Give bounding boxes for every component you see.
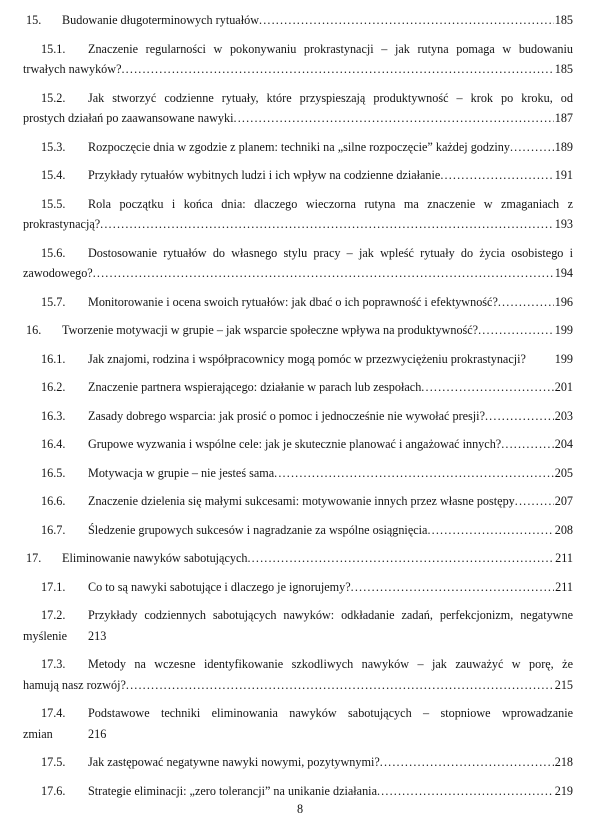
entry-page-number[interactable]: 215 — [554, 677, 573, 692]
entry-text[interactable]: Znaczenie dzielenia się małymi sukcesami: motywowanie innych przez własne postępy — [88, 494, 515, 508]
dot-leader — [515, 491, 554, 512]
toc-entry-line — [23, 703, 573, 724]
dot-leader — [121, 59, 553, 80]
toc-entry-16-3[interactable] — [23, 406, 573, 427]
dot-leader — [485, 406, 554, 427]
entry-page-number[interactable]: 216 — [88, 726, 107, 741]
entry-text[interactable]: Budowanie długoterminowych rytuałów — [62, 13, 259, 27]
dot-leader — [259, 10, 554, 31]
toc-entry-17[interactable] — [23, 548, 573, 569]
entry-number[interactable]: 16.3. — [41, 408, 66, 423]
entry-text[interactable]: Co to są nawyki sabotujące i dlaczego je ignorujemy? — [88, 579, 351, 594]
dot-leader — [498, 292, 554, 313]
dot-leader — [126, 675, 554, 696]
dot-leader — [234, 108, 554, 129]
entry-text[interactable]: Podstawowe techniki eliminowania nawyków sabotujących – stopniowe wprowadzanie — [88, 706, 573, 720]
toc-entry-line — [23, 137, 573, 158]
dot-leader — [93, 263, 554, 284]
toc-entry-15-1[interactable] — [23, 39, 573, 80]
toc-entry-15-3[interactable] — [23, 137, 573, 158]
toc-entry-15[interactable] — [23, 10, 573, 31]
dot-leader — [440, 165, 553, 186]
entry-number[interactable]: 17.3. — [41, 657, 66, 671]
entry-text[interactable]: trwałych nawyków? — [23, 62, 122, 76]
toc-entry-17-4[interactable] — [23, 703, 573, 744]
entry-page-number[interactable]: 187 — [554, 111, 573, 125]
toc-entry-15-5[interactable] — [23, 194, 573, 235]
toc-entry-line — [23, 605, 573, 626]
entry-text[interactable]: Monitorowanie i ocena swoich rytuałów: jak dbać o ich poprawność i efektywność? — [88, 294, 498, 309]
toc-entry-16-7[interactable] — [23, 520, 573, 541]
toc-entry-16-5[interactable] — [23, 463, 573, 484]
toc-entry-line — [23, 263, 573, 284]
entry-text[interactable]: Dostosowanie rytuałów do własnego stylu pracy – jak wpleść rytuały do życia osobistego i — [88, 245, 573, 260]
entry-number[interactable]: 16.6. — [41, 494, 66, 508]
toc-entry-line — [23, 39, 573, 60]
toc-entry-line — [23, 548, 573, 569]
entry-page-number[interactable]: 189 — [554, 139, 573, 154]
toc-entry-15-7[interactable] — [23, 292, 573, 313]
toc-entry-15-6[interactable] — [23, 243, 573, 284]
entry-number[interactable]: 15.1. — [41, 41, 66, 56]
entry-number[interactable]: 17.4. — [41, 706, 66, 720]
toc-entry-line — [23, 243, 573, 264]
toc-entry-17-5[interactable] — [23, 752, 573, 773]
entry-number[interactable]: 16.1. — [41, 351, 66, 366]
entry-text[interactable]: hamują nasz rozwój? — [23, 677, 126, 692]
entry-number[interactable]: 15.6. — [41, 245, 66, 260]
entry-page-number[interactable]: 191 — [554, 168, 573, 182]
toc-entry-line — [23, 654, 573, 675]
entry-text[interactable]: Motywacja w grupie – nie jesteś sama — [88, 465, 275, 480]
toc-entry-line — [23, 724, 573, 745]
entry-number[interactable]: 16.4. — [41, 437, 66, 451]
entry-text[interactable]: Rola początku i końca dnia: dlaczego wieczorna rutyna ma znaczenie w zmaganiach z — [88, 196, 573, 211]
entry-page-number[interactable]: 203 — [554, 408, 573, 423]
entry-number[interactable]: 17.2. — [41, 608, 66, 622]
toc-entry-line — [23, 626, 573, 647]
entry-text[interactable]: Zasady dobrego wsparcia: jak prosić o pomoc i jednocześnie nie wywołać presji? — [88, 408, 485, 423]
entry-page-number[interactable]: 194 — [554, 266, 573, 280]
entry-text[interactable]: Eliminowanie nawyków sabotujących — [62, 551, 248, 565]
toc-entry-line — [23, 108, 573, 129]
toc-entry-15-4[interactable] — [23, 165, 573, 186]
entry-page-number[interactable]: 201 — [554, 380, 573, 394]
entry-text[interactable]: Tworzenie motywacji w grupie – jak wsparcie społeczne wpływa na produktywność? — [62, 323, 479, 337]
entry-number[interactable]: 15. — [26, 13, 42, 27]
entry-number[interactable]: 17. — [26, 551, 42, 565]
entry-number[interactable]: 15.2. — [41, 90, 66, 105]
entry-page-number[interactable]: 211 — [555, 579, 573, 594]
entry-number[interactable]: 16.5. — [41, 465, 66, 480]
dot-leader — [380, 752, 554, 773]
toc-entry-line — [23, 781, 573, 802]
toc-entry-line — [23, 88, 573, 109]
entry-text[interactable]: Przykłady codziennych sabotujących nawyków: odkładanie zadań, perfekcjonizm, negatywne — [88, 608, 573, 622]
entry-text[interactable]: zmian — [23, 726, 53, 741]
toc-entry-line — [23, 214, 573, 235]
entry-page-number[interactable]: 193 — [554, 217, 573, 231]
toc-entry-15-2[interactable] — [23, 88, 573, 129]
entry-page-number[interactable]: 185 — [554, 13, 573, 27]
entry-number[interactable]: 15.3. — [41, 139, 66, 154]
entry-page-number[interactable]: 208 — [554, 522, 573, 537]
toc-entry-line — [23, 406, 573, 427]
toc-entry-line — [23, 520, 573, 541]
dot-leader — [510, 137, 554, 158]
dot-leader — [501, 434, 554, 455]
toc-entry-line — [23, 59, 573, 80]
entry-text[interactable]: myślenie — [23, 628, 68, 643]
entry-number[interactable]: 16.7. — [41, 522, 66, 537]
entry-text[interactable]: Przykłady rytuałów wybitnych ludzi i ich wpływ na codzienne działanie — [88, 168, 441, 182]
entry-text[interactable]: Śledzenie grupowych sukcesów i nagradzanie za wspólne osiągnięcia — [88, 522, 428, 537]
toc-entry-line — [23, 463, 573, 484]
toc-entry-line — [23, 377, 573, 398]
entry-text[interactable]: Strategie eliminacji: „zero tolerancji” na unikanie działania — [88, 783, 377, 798]
dot-leader — [427, 520, 553, 541]
entry-page-number[interactable]: 204 — [554, 437, 573, 451]
dot-leader — [100, 214, 554, 235]
entry-text[interactable]: Metody na wczesne identyfikowanie szkodliwych nawyków – jak zauważyć w porę, że — [88, 657, 573, 671]
entry-text[interactable]: Jak stworzyć codzienne rytuały, które przyspieszają produktywność – krok po kroku, od — [88, 90, 573, 105]
toc-entry-line — [23, 349, 573, 370]
entry-number[interactable]: 15.4. — [41, 168, 66, 182]
toc-entry-17-3[interactable] — [23, 654, 573, 695]
dot-leader — [377, 781, 554, 802]
toc-entry-line — [23, 434, 573, 455]
entry-text[interactable]: prostych działań po zaawansowane nawyki — [23, 111, 234, 125]
entry-page-number[interactable]: 185 — [554, 62, 573, 76]
toc-entry-line — [23, 10, 573, 31]
entry-page-number[interactable]: 199 — [554, 351, 573, 366]
entry-text[interactable]: Grupowe wyzwania i wspólne cele: jak je skutecznie planować i angażować innych? — [88, 437, 502, 451]
entry-number[interactable]: 17.5. — [41, 755, 66, 769]
dot-leader — [351, 577, 555, 598]
toc-entry-line — [23, 752, 573, 773]
entry-text[interactable]: Rozpoczęcie dnia w zgodzie z planem: techniki na „silne rozpoczęcie” każdej godziny — [88, 139, 510, 154]
toc-entry-line — [23, 292, 573, 313]
entry-page-number[interactable]: 219 — [554, 783, 573, 798]
toc-entry-line — [23, 675, 573, 696]
toc-entry-17-2[interactable] — [23, 605, 573, 646]
toc-entry-16-4[interactable] — [23, 434, 573, 455]
toc-entry-16-6[interactable] — [23, 491, 573, 512]
toc-entry-line — [23, 320, 573, 341]
entry-text[interactable]: Jak zastępować negatywne nawyki nowymi, pozytywnymi? — [88, 755, 380, 769]
toc-entry-16[interactable] — [23, 320, 573, 341]
entry-text[interactable]: Jak znajomi, rodzina i współpracownicy mogą pomóc w przezwyciężeniu prokrastynacji? — [88, 351, 526, 366]
entry-text[interactable]: Znaczenie regularności w pokonywaniu prokrastynacji – jak rutyna pomaga w budowaniu — [88, 41, 573, 56]
toc-entry-17-6[interactable] — [23, 781, 573, 802]
entry-page-number[interactable]: 218 — [554, 755, 573, 769]
entry-page-number[interactable]: 207 — [554, 494, 573, 508]
entry-page-number[interactable]: 211 — [555, 551, 573, 565]
entry-number[interactable]: 16. — [26, 323, 42, 337]
toc-entry-line — [23, 491, 573, 512]
entry-number[interactable]: 16.2. — [41, 380, 66, 394]
entry-text[interactable]: Znaczenie partnera wspierającego: działanie w parach lub zespołach — [88, 380, 422, 394]
toc-entry-16-2[interactable] — [23, 377, 573, 398]
entry-page-number[interactable]: 196 — [554, 294, 573, 309]
entry-text[interactable]: prokrastynacją? — [23, 217, 101, 231]
toc-entry-line — [23, 165, 573, 186]
entry-page-number[interactable]: 213 — [88, 628, 107, 643]
page-number-footer: 8 — [296, 802, 304, 816]
entry-page-number[interactable]: 205 — [554, 465, 573, 480]
entry-number[interactable]: 15.5. — [41, 196, 66, 211]
toc-entry-line — [23, 577, 573, 598]
entry-text[interactable]: zawodowego? — [23, 266, 93, 280]
dot-leader — [478, 320, 554, 341]
entry-number[interactable]: 17.6. — [41, 783, 66, 798]
dot-leader — [274, 463, 554, 484]
dot-leader — [421, 377, 553, 398]
dot-leader — [247, 548, 554, 569]
toc-entry-line — [23, 194, 573, 215]
entry-number[interactable]: 17.1. — [41, 579, 66, 594]
entry-number[interactable]: 15.7. — [41, 294, 66, 309]
entry-page-number[interactable]: 199 — [554, 323, 573, 337]
toc-entry-17-1[interactable] — [23, 577, 573, 598]
toc-entry-16-1[interactable] — [23, 349, 573, 370]
